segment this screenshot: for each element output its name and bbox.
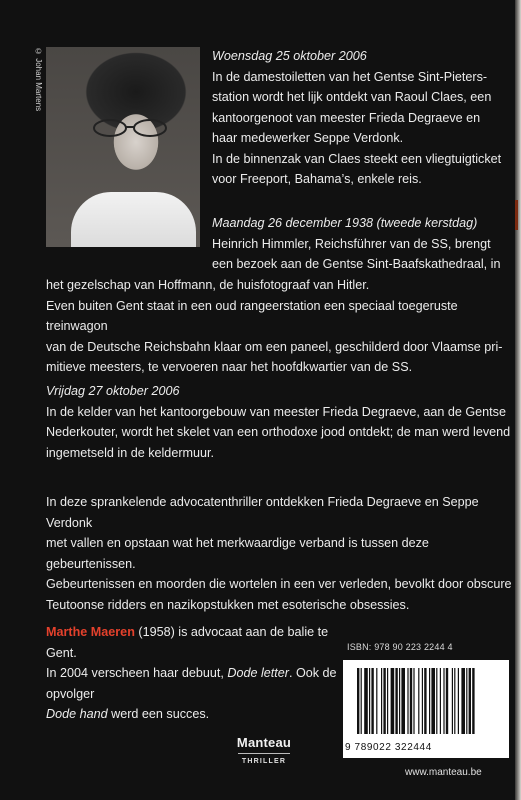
barcode-bar — [424, 668, 426, 734]
section-date: Woensdag 25 oktober 2006 — [212, 49, 367, 63]
barcode-bar — [469, 668, 471, 734]
publisher-logo — [224, 735, 304, 765]
logo-divider — [238, 753, 290, 754]
barcode-bar — [387, 668, 388, 734]
barcode-bar — [429, 668, 430, 734]
section-date: Maandag 26 december 1938 (tweede kerstdag) — [212, 216, 478, 230]
barcode-bar — [440, 668, 441, 734]
author-bio — [46, 622, 346, 725]
shirt-shape — [71, 192, 196, 247]
barcode-bar — [381, 668, 382, 734]
text-line: In de binnenzak van Claes steekt een vliegtuigticket — [212, 151, 502, 166]
text-line: kantoorgenoot van meester Frieda Degraeve en — [212, 110, 481, 125]
bio-line-3 — [46, 704, 346, 725]
text-line: Teutoonse ridders en nazikopstukken met esoterische obsessies. — [46, 597, 410, 612]
barcode-bars — [343, 660, 509, 744]
barcode-bar — [357, 668, 359, 734]
text-line: Heinrich Himmler, Reichsführer van de SS, brengt — [212, 236, 491, 251]
barcode-bar — [461, 668, 465, 734]
text-line: Nederkouter, wordt het skelet van een orthodoxe jood ontdekt; de man werd levend — [46, 425, 511, 439]
publisher-name: Manteau — [236, 735, 292, 750]
bio-line-2 — [46, 663, 346, 704]
section-2-date-block — [212, 213, 512, 275]
barcode-bar — [418, 668, 419, 734]
barcode-bar — [458, 668, 459, 734]
barcode-bar — [395, 668, 397, 734]
bio-text: In 2004 verscheen haar debuut, — [46, 666, 228, 680]
text-line: met vallen en opstaan wat het merkwaardige verband is tussen deze gebeurtenissen. — [46, 536, 429, 571]
text-line: In deze sprankelende advocatenthriller ontdekken Frieda Degraeve en Seppe Verdonk — [46, 495, 479, 530]
spine-accent — [515, 200, 518, 230]
text-line: In de kelder van het kantoorgebouw van meester Frieda Degraeve, aan de Gentse — [46, 404, 506, 419]
text-line: mitieve meesters, te vervoeren naar het hoofdkwartier van de SS. — [46, 360, 413, 374]
text-line: In de damestoiletten van het Gentse Sint-Pieters- — [212, 69, 488, 84]
barcode-bar — [472, 668, 474, 734]
text-line: ingemetseld in de keldermuur. — [46, 445, 215, 460]
barcode-bar — [410, 668, 412, 734]
text-line: het gezelschap van Hoffmann, de huisfotograaf van Hitler. — [46, 278, 370, 292]
glasses-shape — [88, 117, 178, 139]
text-line: Even buiten Gent staat in een oud rangeerstation een speciaal toegeruste treinwagon — [46, 298, 458, 333]
barcode-bar — [369, 668, 370, 734]
barcode-bar — [399, 668, 400, 734]
text-line: een bezoek aan de Gentse Sint-Baafskathedraal, in — [212, 257, 501, 271]
section-3 — [46, 381, 515, 463]
barcode-bar — [443, 668, 444, 734]
text-line: Gebeurtenissen en moorden die wortelen in een ver verleden, bevolkt door obscure — [46, 577, 512, 591]
section-2-body — [46, 275, 515, 378]
section-1 — [212, 46, 512, 190]
barcode-bar — [466, 668, 467, 734]
barcode-bar — [361, 668, 362, 734]
author-photo — [46, 47, 200, 247]
barcode-bar — [452, 668, 453, 734]
barcode-bar — [391, 668, 395, 734]
barcode-bar — [454, 668, 455, 734]
barcode-bar — [407, 668, 408, 734]
barcode-number: 9 789022 322444 — [345, 742, 432, 753]
bio-text: . Ook de opvolger — [46, 666, 337, 701]
book-title: Dode hand — [46, 707, 108, 721]
bio-text: (1958) is advocaat aan de balie te Gent. — [46, 625, 329, 660]
bio-text: werd een succes. — [107, 707, 210, 721]
barcode-bar — [364, 668, 368, 734]
book-title: Dode letter — [227, 666, 289, 680]
barcode-bar — [422, 668, 423, 734]
text-line: voor Freeport, Bahama’s, enkele reis. — [212, 172, 422, 186]
publisher-imprint: THRILLER — [241, 758, 287, 765]
author-name: Marthe Maeren — [46, 625, 135, 639]
text-line: haar medewerker Seppe Verdonk. — [212, 131, 404, 145]
barcode-bar — [413, 668, 414, 734]
barcode-bar — [383, 668, 385, 734]
barcode-bar — [436, 668, 437, 734]
bio-line-1 — [46, 622, 346, 663]
cover-edge — [515, 0, 521, 800]
publisher-url: www.manteau.be — [405, 767, 482, 778]
barcode-bar — [376, 668, 377, 734]
text-line: van de Deutsche Reichsbahn klaar om een paneel, geschilderd door Vlaamse pri- — [46, 339, 503, 354]
summary — [46, 492, 515, 615]
photo-credit: © Johan Martens — [34, 47, 43, 112]
barcode-bar — [371, 668, 373, 734]
barcode-bar — [431, 668, 435, 734]
text-line: station wordt het lijk ontdekt van Raoul Claes, een — [212, 90, 492, 104]
isbn-label: ISBN: 978 90 223 2244 4 — [347, 642, 453, 652]
section-date: Vrijdag 27 oktober 2006 — [46, 384, 180, 398]
barcode-bar — [446, 668, 448, 734]
barcode-bar — [401, 668, 405, 734]
